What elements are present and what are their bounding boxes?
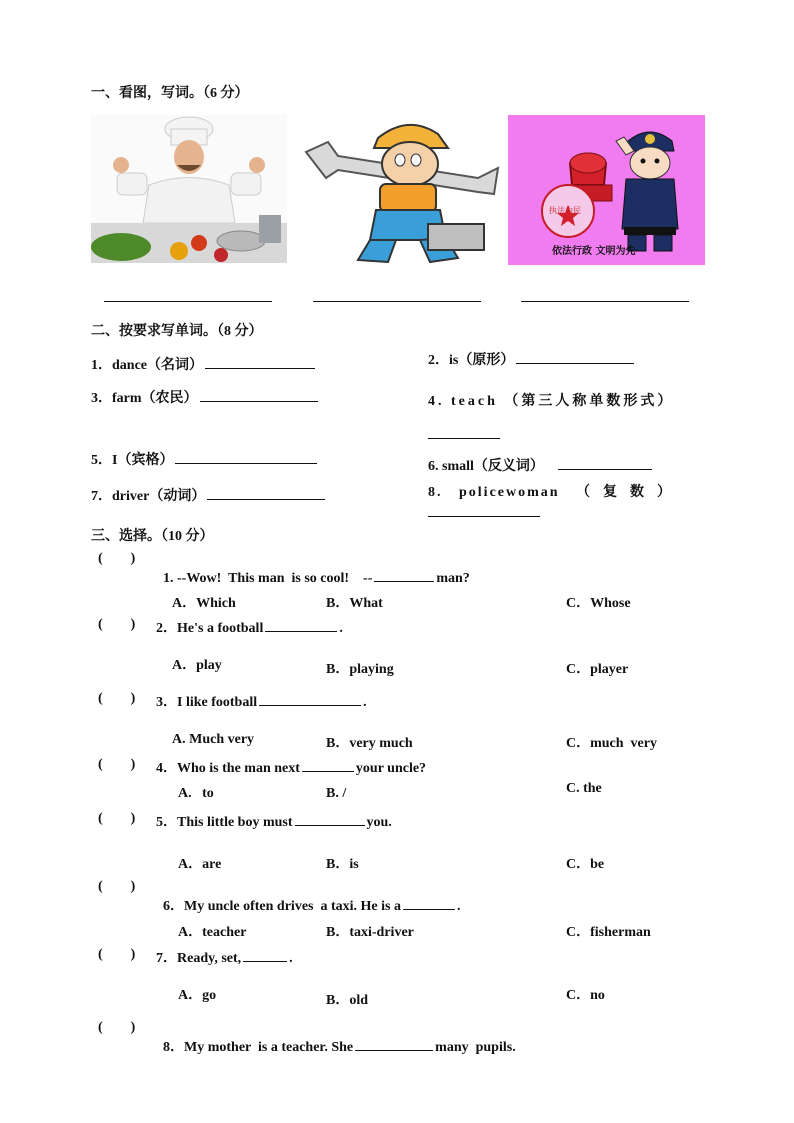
answer-line-police[interactable] xyxy=(521,301,689,302)
question-6-blank[interactable] xyxy=(403,895,455,910)
question-5-option-c[interactable]: C．be xyxy=(566,857,605,872)
word-item-3 xyxy=(91,387,320,407)
section2-title: 二、按要求写单词。（8 分） xyxy=(91,324,263,339)
question-2-post: . xyxy=(339,621,343,636)
word-item-8 xyxy=(428,481,673,501)
question-4-pre: 4．Who is the man next xyxy=(156,761,300,776)
question-3-option-a[interactable]: A. Much very xyxy=(172,732,255,747)
word-item-7-blank[interactable] xyxy=(207,485,325,500)
word-item-6-label: 6. small（反义词） xyxy=(428,459,544,474)
question-7-stem xyxy=(156,947,293,967)
question-6-pre: 6．My uncle often drives a taxi. He is a xyxy=(163,899,401,914)
word-item-8-label: 8. policewoman （ 复 数 ） xyxy=(428,485,674,500)
question-5-stem xyxy=(156,811,392,831)
section3-title: 三、选择。（10 分） xyxy=(91,529,214,544)
chef-image xyxy=(91,115,287,263)
question-8-paren[interactable]: ( ) xyxy=(98,1020,136,1035)
word-item-2-label: 2．is（原形） xyxy=(428,353,515,368)
question-2-option-c[interactable]: C．player xyxy=(566,662,629,677)
word-item-4-blank[interactable] xyxy=(428,438,500,439)
question-3-post: . xyxy=(363,695,367,710)
question-6-option-a[interactable]: A．teacher xyxy=(178,925,247,940)
question-7-paren[interactable]: ( ) xyxy=(98,947,136,962)
question-3-blank[interactable] xyxy=(259,691,361,706)
question-8-post: many pupils. xyxy=(435,1040,516,1055)
question-1-blank[interactable] xyxy=(374,567,434,582)
word-item-4 xyxy=(428,390,674,410)
question-5-blank[interactable] xyxy=(295,811,365,826)
worker-illustration xyxy=(298,112,502,264)
question-4-post: your uncle? xyxy=(355,761,427,776)
question-5-option-b[interactable]: B．is xyxy=(326,857,359,872)
question-7-post: . xyxy=(289,951,293,966)
word-item-5-label: 5．I（宾格） xyxy=(91,453,174,468)
question-2-paren[interactable]: ( ) xyxy=(98,617,136,632)
word-item-2-blank[interactable] xyxy=(516,349,634,364)
word-item-5-blank[interactable] xyxy=(175,449,317,464)
question-7-option-a[interactable]: A．go xyxy=(178,988,217,1003)
word-item-2 xyxy=(428,349,636,369)
word-item-1 xyxy=(91,354,317,374)
question-1-pre: 1. --Wow! This man is so cool! -- xyxy=(163,571,373,586)
question-8-stem xyxy=(156,1020,516,1056)
question-3-stem xyxy=(156,691,367,711)
question-3-option-c[interactable]: C．much very xyxy=(566,736,657,751)
question-1-option-c[interactable]: C．Whose xyxy=(566,596,631,611)
section1-title: 一、看图，写词。（6 分） xyxy=(91,86,249,101)
word-item-3-label: 3．farm（农民） xyxy=(91,391,198,406)
police-image xyxy=(508,115,705,265)
question-6-option-b[interactable]: B．taxi-driver xyxy=(326,925,414,940)
question-4-option-a[interactable]: A. to xyxy=(178,786,214,801)
question-3-option-b[interactable]: B．very much xyxy=(326,736,413,751)
question-2-blank[interactable] xyxy=(265,617,337,632)
question-7-pre: 7．Ready, set, xyxy=(156,951,242,966)
word-item-4-label: 4. teach （第三人称单数形式） xyxy=(428,394,675,409)
question-1-post: man? xyxy=(436,571,470,586)
question-6-stem xyxy=(156,879,460,915)
question-1-option-b[interactable]: B．What xyxy=(326,596,383,611)
word-item-6 xyxy=(428,455,654,475)
answer-line-chef[interactable] xyxy=(104,301,272,302)
word-item-3-blank[interactable] xyxy=(200,387,318,402)
question-8-pre: 8．My mother is a teacher. She xyxy=(163,1040,354,1055)
word-item-5 xyxy=(91,449,319,469)
question-5-option-a[interactable]: A．are xyxy=(178,857,222,872)
question-2-stem xyxy=(156,617,343,637)
question-1-paren[interactable]: ( ) xyxy=(98,551,136,566)
question-4-option-c[interactable]: C. the xyxy=(566,781,602,796)
question-3-paren[interactable]: ( ) xyxy=(98,691,136,706)
question-2-option-a[interactable]: A．play xyxy=(172,658,222,673)
question-4-stem xyxy=(156,757,426,777)
question-4-blank[interactable] xyxy=(302,757,354,772)
question-2-option-b[interactable]: B．playing xyxy=(326,662,394,677)
question-3-pre: 3．I like football xyxy=(156,695,258,710)
question-4-paren[interactable]: ( ) xyxy=(98,757,136,772)
question-5-post: you. xyxy=(366,815,392,830)
police-stamp-text: 执法为民 xyxy=(549,206,581,215)
word-item-1-label: 1．dance（名词） xyxy=(91,358,203,373)
question-7-blank[interactable] xyxy=(243,947,287,962)
question-6-post: . xyxy=(456,899,461,914)
question-8-blank[interactable] xyxy=(355,1036,433,1051)
question-1-stem xyxy=(156,551,470,587)
answer-line-worker[interactable] xyxy=(313,301,481,302)
question-7-option-c[interactable]: C．no xyxy=(566,988,605,1003)
worker-image xyxy=(298,112,502,264)
question-4-option-b[interactable]: B. / xyxy=(326,786,347,801)
question-7-option-b[interactable]: B．old xyxy=(326,993,369,1008)
question-5-paren[interactable]: ( ) xyxy=(98,811,136,826)
question-6-option-c[interactable]: C．fisherman xyxy=(566,925,651,940)
word-item-8-blank[interactable] xyxy=(428,516,540,517)
word-item-1-blank[interactable] xyxy=(205,354,315,369)
word-item-7-label: 7．driver（动词） xyxy=(91,489,206,504)
police-slogan: 依法行政 文明为先 xyxy=(552,246,636,257)
question-5-pre: 5．This little boy must xyxy=(156,815,293,830)
word-item-6-blank[interactable] xyxy=(558,455,652,470)
word-item-7 xyxy=(91,485,327,505)
chef-illustration xyxy=(91,115,287,263)
question-1-option-a[interactable]: A．Which xyxy=(172,596,236,611)
question-6-paren[interactable]: ( ) xyxy=(98,879,136,894)
question-2-pre: 2．He's a football xyxy=(156,621,264,636)
